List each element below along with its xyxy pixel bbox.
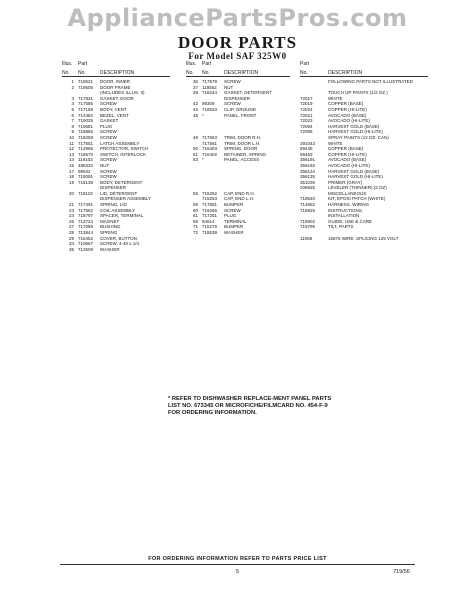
illus-number: 49 bbox=[192, 134, 198, 140]
parts-column-1 bbox=[62, 60, 170, 252]
illus-number: 72 bbox=[192, 230, 198, 236]
part-description: COPPER (BASE) bbox=[328, 101, 364, 107]
illus-number: 2 bbox=[71, 84, 74, 90]
part-number: 717158 bbox=[78, 106, 94, 112]
parts-column-3 bbox=[300, 60, 428, 241]
part-description: HARVEST GOLD (BASE) bbox=[328, 123, 380, 129]
part-description: GASKET bbox=[100, 118, 119, 124]
illus-number: 1 bbox=[71, 79, 74, 84]
part-description: AVOCADO (HI-LITE) bbox=[328, 162, 370, 168]
part-description: AVOCADO (BASE) bbox=[328, 157, 367, 163]
illus-number: 34 bbox=[68, 241, 74, 247]
watermark-logo: AppliancePartsPros.com bbox=[67, 4, 408, 32]
part-number: 719640 bbox=[300, 196, 316, 202]
part-description: RETAINER, SPRING bbox=[224, 151, 267, 157]
illus-number: 36 bbox=[192, 79, 198, 84]
part-description: CLIP, GROUND bbox=[224, 106, 256, 112]
part-description: SPACER, TERMINAL bbox=[100, 213, 144, 219]
part-description: BODY, DETERGENT bbox=[100, 179, 143, 185]
part-number: 716452 bbox=[78, 235, 94, 241]
part-number: 718797 bbox=[78, 213, 94, 219]
table-row bbox=[62, 247, 170, 253]
part-description: COIL ASSEMBLY bbox=[100, 207, 136, 213]
illus-number: 12 bbox=[68, 146, 74, 152]
illus-number: 8 bbox=[71, 123, 74, 129]
part-number: 89453 bbox=[300, 151, 313, 157]
part-description: DISPENSER bbox=[100, 185, 127, 191]
part-number: 717551 bbox=[78, 140, 94, 146]
part-number: 718259 bbox=[78, 134, 94, 140]
part-number: 717491 bbox=[78, 202, 94, 208]
illus-number: 37 bbox=[192, 84, 198, 90]
part-number: 72021 bbox=[300, 112, 313, 118]
part-number: 89435 bbox=[300, 146, 313, 152]
header-part: Part bbox=[78, 61, 88, 67]
part-description: SPRING bbox=[100, 230, 118, 236]
part-number: 11058 bbox=[300, 235, 313, 241]
illus-number: 55 bbox=[192, 190, 198, 196]
part-number: 718538 bbox=[202, 230, 218, 236]
part-description: GUIDE, USE & CARE bbox=[328, 218, 373, 224]
illus-number: 61 bbox=[192, 213, 198, 219]
part-description: LATCH ASSEMBLY bbox=[100, 140, 140, 146]
illus-number: 19 bbox=[68, 179, 74, 185]
part-number: 718533 bbox=[202, 106, 218, 112]
part-description: SCREW bbox=[100, 157, 117, 163]
page-subtitle: For Model SAF 325W0 bbox=[188, 51, 287, 61]
part-description: TILT, PARTS bbox=[328, 224, 354, 230]
part-number: 719605 bbox=[78, 84, 94, 90]
illus-number: 6 bbox=[71, 112, 74, 118]
illus-number: 42 bbox=[192, 101, 198, 107]
illus-number: 39 bbox=[192, 90, 198, 96]
illus-number: 3 bbox=[71, 95, 74, 101]
part-number: 98932 bbox=[78, 168, 91, 174]
part-description: WHITE bbox=[328, 140, 343, 146]
document-number: 719/56 bbox=[393, 569, 410, 575]
part-description: SCREW bbox=[100, 174, 117, 180]
part-description: SPRING, LID bbox=[100, 202, 127, 208]
part-number: 717561 bbox=[202, 140, 218, 146]
illus-number: 23 bbox=[68, 207, 74, 213]
part-number: 713724 bbox=[78, 218, 94, 224]
illus-number: 60 bbox=[192, 207, 198, 213]
header-no: No. bbox=[62, 70, 70, 76]
part-number: 713844 bbox=[78, 230, 94, 236]
part-number: 715279 bbox=[202, 224, 218, 230]
header-no: No. bbox=[186, 70, 194, 76]
part-number: 719681 bbox=[78, 123, 94, 129]
part-description: DISPENSER ASSEMBLY bbox=[100, 196, 151, 202]
part-description: SPRING, DOOR bbox=[224, 146, 258, 152]
part-description: SCREW bbox=[100, 101, 117, 107]
parts-rows bbox=[62, 79, 170, 252]
illus-number: 11 bbox=[69, 140, 74, 146]
column-header bbox=[186, 60, 290, 76]
part-number: * bbox=[202, 112, 204, 118]
part-number: 717931 bbox=[78, 95, 94, 101]
part-number: 206925 bbox=[300, 185, 316, 191]
part-description: PLUG bbox=[224, 213, 237, 219]
part-description: MISCELLANEOUS bbox=[328, 190, 367, 196]
header-part: Part bbox=[202, 61, 212, 67]
part-description: TOUCH UP PAINTS (1/2 OZ.) bbox=[328, 90, 388, 96]
part-description: AVOCADO (HI-LITE) bbox=[328, 118, 370, 124]
header-no: No. bbox=[300, 70, 308, 76]
header-rule bbox=[186, 76, 290, 77]
part-number: 356192 bbox=[300, 162, 316, 168]
part-description: SPRAY PAINTS (12 OZ. CAN) bbox=[328, 134, 389, 140]
part-description: HARVEST GOLD (HI-LITE) bbox=[328, 129, 383, 135]
table-row bbox=[300, 236, 428, 242]
illus-number: 17 bbox=[68, 168, 74, 174]
part-description: SCREW, 4-40 x 1/4 bbox=[100, 241, 140, 247]
part-number: 712965 bbox=[78, 146, 94, 152]
page-title: DOOR PARTS bbox=[177, 33, 298, 52]
part-number: 718139 bbox=[78, 179, 94, 185]
part-description: TRIM, DOOR L.H. bbox=[224, 140, 261, 146]
part-description: HARVEST GOLD (BASE) bbox=[328, 168, 380, 174]
illus-number: 13 bbox=[68, 151, 74, 157]
part-description: WHITE bbox=[328, 95, 343, 101]
part-number: 717563 bbox=[202, 134, 218, 140]
part-number: 72085 bbox=[300, 129, 313, 135]
part-description: CAP, END L.H. bbox=[224, 196, 255, 202]
part-number: 72084 bbox=[300, 123, 313, 129]
part-number: 72017 bbox=[300, 95, 313, 101]
part-number: 714852 bbox=[300, 202, 316, 208]
part-description: MAGNET bbox=[100, 218, 120, 224]
part-number: 718244 bbox=[202, 90, 218, 96]
part-description: SCREW bbox=[224, 79, 241, 84]
part-description: DOOR, INNER bbox=[100, 79, 131, 84]
illus-number: 15 bbox=[68, 162, 74, 168]
part-number: 719796 bbox=[300, 224, 316, 230]
part-description: BUMPER bbox=[224, 202, 244, 208]
table-row bbox=[186, 230, 290, 236]
part-number: 715263 bbox=[202, 196, 218, 202]
illus-number: 50 bbox=[192, 146, 198, 152]
part-number: 715262 bbox=[202, 190, 218, 196]
part-description: AVOCADO (BASE) bbox=[328, 112, 367, 118]
part-description: SCREW bbox=[100, 168, 117, 174]
part-number: 291043 bbox=[300, 140, 316, 146]
part-description: NUT bbox=[100, 162, 110, 168]
part-description: WASHER bbox=[224, 230, 244, 236]
part-description: COPPER (HI-LITE) bbox=[328, 151, 367, 157]
header-description: DESCRIPTION bbox=[100, 70, 135, 76]
part-description: BEZEL, VENT bbox=[100, 112, 129, 118]
part-description: GASKET, DOOR bbox=[100, 95, 134, 101]
illus-number: 18 bbox=[68, 174, 74, 180]
illus-number: 69 bbox=[192, 218, 198, 224]
part-number: 717662 bbox=[78, 207, 94, 213]
part-description: LEVELER (THINNER) (2 OZ) bbox=[328, 185, 387, 191]
header-description: DESCRIPTION bbox=[224, 70, 259, 76]
part-description: DOOR FRAME bbox=[100, 84, 131, 90]
part-description: PLUG bbox=[100, 123, 113, 129]
illus-number: 4 bbox=[71, 101, 74, 107]
footer-ordering-info: FOR ORDERING INFORMATION REFER TO PARTS PRICE LIST bbox=[148, 556, 327, 562]
part-description: KIT, EPOXI PATCH (WHITE) bbox=[328, 196, 386, 202]
part-description: LID, DETERGENT bbox=[100, 190, 138, 196]
part-description: CAP, END R.H. bbox=[224, 190, 255, 196]
part-number: * bbox=[202, 157, 204, 163]
part-number: 717251 bbox=[202, 213, 218, 219]
illus-number: 20 bbox=[68, 190, 74, 196]
part-description: GASKET, DETERGENT bbox=[224, 90, 273, 96]
header-rule bbox=[62, 76, 170, 77]
part-number: 716403 bbox=[202, 146, 218, 152]
header-no: No. bbox=[202, 70, 210, 76]
part-number: 714382 bbox=[78, 112, 94, 118]
illus-number: 9 bbox=[71, 129, 74, 135]
part-description: COVER, BUTTON bbox=[100, 235, 137, 241]
part-number: 719025 bbox=[78, 118, 94, 124]
illus-number: 14 bbox=[68, 157, 74, 163]
illus-number: 26 bbox=[68, 218, 74, 224]
column-header bbox=[62, 60, 170, 76]
header-no: No. bbox=[78, 70, 86, 76]
part-number: 719802 bbox=[300, 218, 316, 224]
part-number: 718825 bbox=[300, 207, 316, 213]
part-description: COPPER (BASE) bbox=[328, 146, 364, 152]
illus-number: 27 bbox=[68, 224, 74, 230]
part-number: 718670 bbox=[78, 151, 94, 157]
part-number: 94614 bbox=[202, 218, 215, 224]
header-part: Part bbox=[300, 61, 310, 67]
part-number: 356134 bbox=[300, 168, 316, 174]
part-description: PROTECTOR, SWITCH bbox=[100, 146, 149, 152]
part-description: DISPENSER bbox=[224, 95, 251, 101]
part-description: COPPER (HI-LITE) bbox=[328, 106, 367, 112]
header-illus: Illus. bbox=[186, 61, 197, 67]
part-number: 718091 bbox=[78, 174, 94, 180]
part-description: HARNESS, WIRING bbox=[328, 202, 370, 208]
part-number: 719266 bbox=[202, 207, 218, 213]
part-number: 356135 bbox=[300, 174, 316, 180]
parts-rows bbox=[300, 79, 428, 241]
part-description: BUMPER bbox=[224, 224, 244, 230]
part-description: SCREW bbox=[100, 129, 117, 135]
part-description: INSTRUCTIONS, bbox=[328, 207, 364, 213]
illus-number: 24 bbox=[68, 213, 74, 219]
part-number: 712509 bbox=[78, 246, 94, 252]
illus-number: 43 bbox=[192, 106, 198, 112]
part-number: 717581 bbox=[202, 202, 218, 208]
part-number: 98309 bbox=[202, 101, 215, 107]
parts-column-2 bbox=[186, 60, 290, 236]
part-description: (INCLUDES ILLUS. 3) bbox=[100, 90, 145, 96]
part-description: SCREW bbox=[224, 101, 241, 107]
illus-number: 45 bbox=[192, 112, 198, 118]
illus-number: 5 bbox=[71, 106, 74, 112]
column-header bbox=[300, 60, 428, 76]
part-description: FOLLOWING PARTS NOT ILLUSTRATED bbox=[328, 79, 413, 84]
part-number: 72019 bbox=[300, 101, 313, 107]
part-description: TRIM, DOOR R.H. bbox=[224, 134, 262, 140]
part-number: 716402 bbox=[202, 151, 218, 157]
replacement-panel-note: * REFER TO DISHWASHER REPLACE-MENT PANEL PARTS LIST NO. 673345 OR MICROFICHE/FILMCARD NO. 454-F-9 FOR ORDERING INFORMATION. bbox=[168, 396, 332, 416]
part-number: 118552 bbox=[202, 84, 217, 90]
part-number: 710667 bbox=[78, 241, 94, 247]
part-number: 718865 bbox=[78, 129, 94, 135]
parts-rows bbox=[186, 79, 290, 236]
part-description: SWITCH, INTERLOCK bbox=[100, 151, 147, 157]
part-description: WASHER bbox=[100, 246, 120, 252]
part-description: BODY, VENT bbox=[100, 106, 127, 112]
part-description: SCREW bbox=[224, 207, 241, 213]
illus-number: 28 bbox=[68, 230, 74, 236]
part-description: NUT bbox=[224, 84, 234, 90]
part-number: 72023 bbox=[300, 118, 313, 124]
part-description: INSTALLATION bbox=[328, 213, 360, 219]
header-illus: Illus. bbox=[62, 61, 73, 67]
part-description: 16875 WIRE, SPLICING 125 VOLT bbox=[328, 235, 399, 241]
footer-rule bbox=[60, 564, 415, 565]
illus-number: 10 bbox=[68, 134, 74, 140]
part-description: TERMINAL bbox=[224, 218, 247, 224]
illus-number: 53 bbox=[192, 157, 198, 163]
part-number: 719521 bbox=[78, 79, 94, 84]
part-description: HARVEST GOLD (HI-LITE) bbox=[328, 174, 383, 180]
header-rule bbox=[300, 76, 428, 77]
part-number: 72024 bbox=[300, 106, 313, 112]
part-description: PANEL, FRONT bbox=[224, 112, 257, 118]
illus-number: 59 bbox=[192, 202, 198, 208]
page-number: 5 bbox=[236, 569, 240, 575]
illus-number: 51 bbox=[192, 151, 198, 157]
part-number: 717086 bbox=[78, 224, 94, 230]
part-description: SCREW bbox=[100, 134, 117, 140]
illus-number: 21 bbox=[68, 202, 74, 208]
illus-number: 29 bbox=[68, 235, 74, 241]
part-number: 485332 bbox=[78, 162, 94, 168]
part-description: PANEL, ACCESS bbox=[224, 157, 260, 163]
part-number: 717579 bbox=[202, 79, 218, 84]
illus-number: 7 bbox=[71, 118, 74, 124]
illus-number: 71 bbox=[192, 224, 198, 230]
part-description: PRIMER (GRAY) bbox=[328, 179, 363, 185]
part-number: 718119 bbox=[78, 190, 93, 196]
part-number: 119103 bbox=[78, 157, 93, 163]
part-number: 356191 bbox=[300, 157, 316, 163]
part-description: BUSHING bbox=[100, 224, 121, 230]
part-number: 717565 bbox=[78, 101, 94, 107]
part-number: 351036 bbox=[300, 179, 316, 185]
illus-number: 35 bbox=[68, 246, 74, 252]
header-description: DESCRIPTION bbox=[328, 70, 363, 76]
